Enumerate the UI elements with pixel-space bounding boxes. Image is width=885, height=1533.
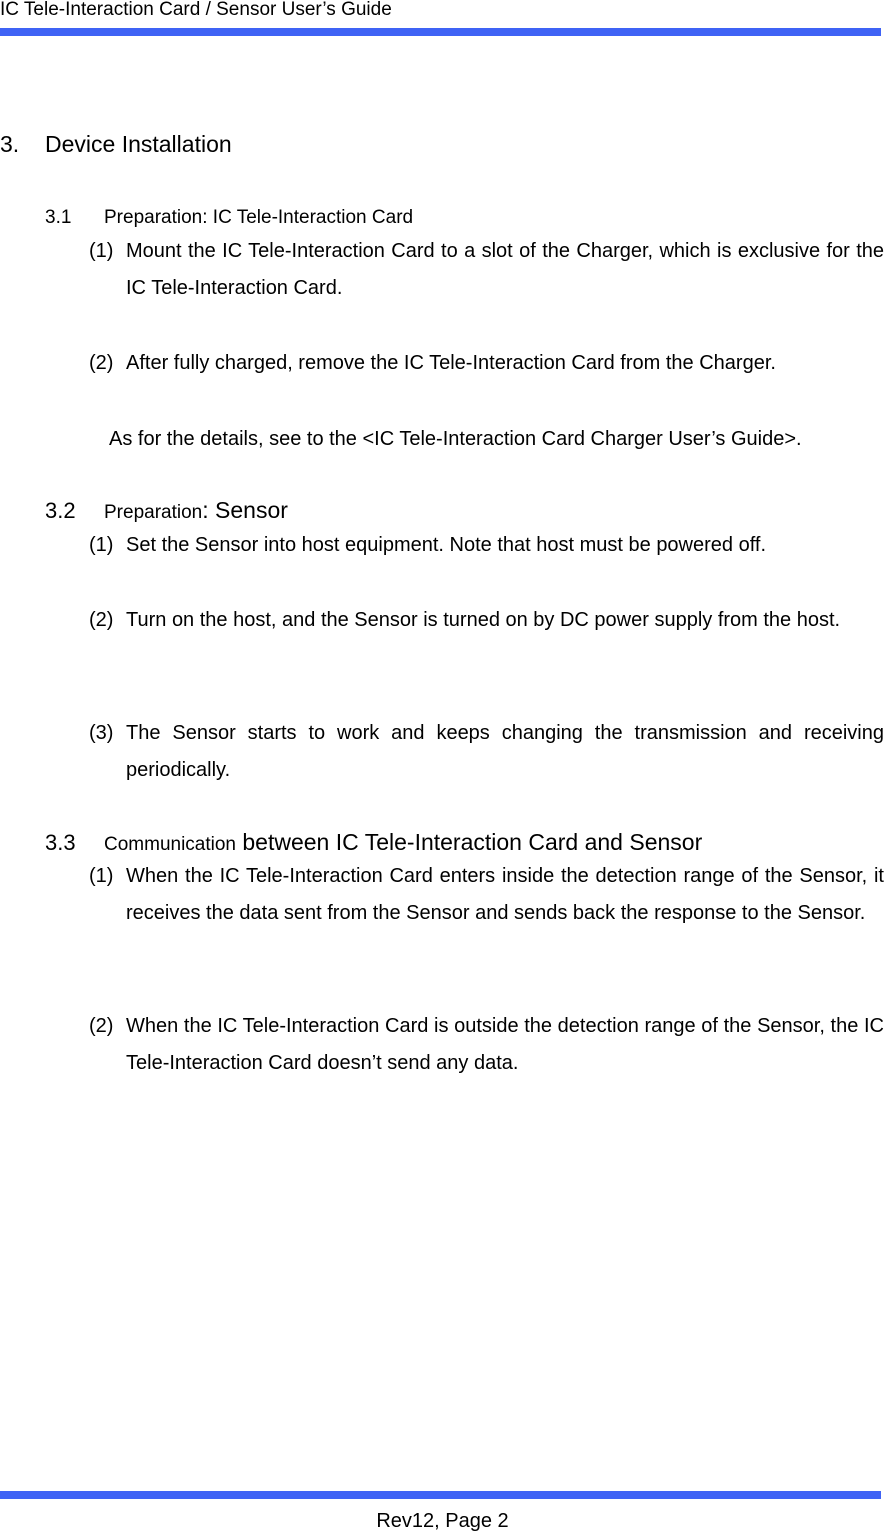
list-item [89, 345, 884, 382]
list-item [89, 602, 884, 639]
list-item-text: The Sensor starts to work and keeps changing the transmission and receiving periodically. [126, 722, 884, 781]
page-footer: Rev12, Page 2 [376, 1510, 509, 1532]
subsection-title-prefix: Preparation [104, 502, 203, 523]
list-item-number: (2) [89, 609, 114, 631]
list-item-number: (3) [89, 722, 114, 744]
subsection-number: 3.3 [45, 830, 76, 855]
list-item-number: (1) [89, 240, 114, 262]
list-item-text: After fully charged, remove the IC Tele-Interaction Card from the Charger. [126, 352, 776, 374]
list-item [89, 858, 884, 932]
subsection-title: Preparation: IC Tele-Interaction Card [104, 207, 414, 228]
section-heading [0, 131, 232, 157]
subsection-title-suffix: between IC Tele-Interaction Card and Sensor [236, 829, 703, 855]
section-title: Device Installation [45, 131, 232, 157]
subsection-heading-3-2 [45, 497, 288, 527]
subsection-number: 3.2 [45, 498, 76, 523]
list-item-text: Set the Sensor into host equipment. Note that host must be powered off. [126, 534, 767, 556]
list-item-number: (1) [89, 534, 114, 556]
list-item [89, 527, 884, 564]
footer-rule [0, 1491, 881, 1499]
subsection-heading-3-3 [45, 829, 702, 859]
list-item-text: When the IC Tele-Interaction Card is outside the detection range of the Sensor, the IC Tele-Interaction Card doesn’t send any data. [126, 1015, 884, 1074]
list-item [89, 1008, 884, 1082]
list-item [89, 233, 884, 307]
header-rule [0, 28, 881, 36]
running-header: IC Tele-Interaction Card / Sensor User’s Guide [0, 0, 392, 20]
list-item-number: (2) [89, 352, 114, 374]
subsection-title-suffix: : Sensor [202, 497, 288, 523]
list-item-text: When the IC Tele-Interaction Card enters inside the detection range of the Sensor, it receives the data sent from the Sensor and sends back the response to the Sensor. [126, 865, 884, 924]
list-item-text: Turn on the host, and the Sensor is turned on by DC power supply from the host. [126, 609, 841, 631]
subsection-title-prefix: Communication [104, 834, 236, 855]
list-item-number: (2) [89, 1015, 114, 1037]
subsection-heading-3-1 [45, 205, 413, 231]
section-number: 3. [0, 131, 20, 157]
list-item [89, 715, 884, 789]
reference-note: As for the details, see to the <IC Tele-Interaction Card Charger User’s Guide>. [109, 428, 802, 450]
list-item-number: (1) [89, 865, 114, 887]
subsection-number: 3.1 [45, 207, 72, 228]
list-item-text: Mount the IC Tele-Interaction Card to a slot of the Charger, which is exclusive for the IC Tele-Interaction Card. [126, 240, 884, 299]
